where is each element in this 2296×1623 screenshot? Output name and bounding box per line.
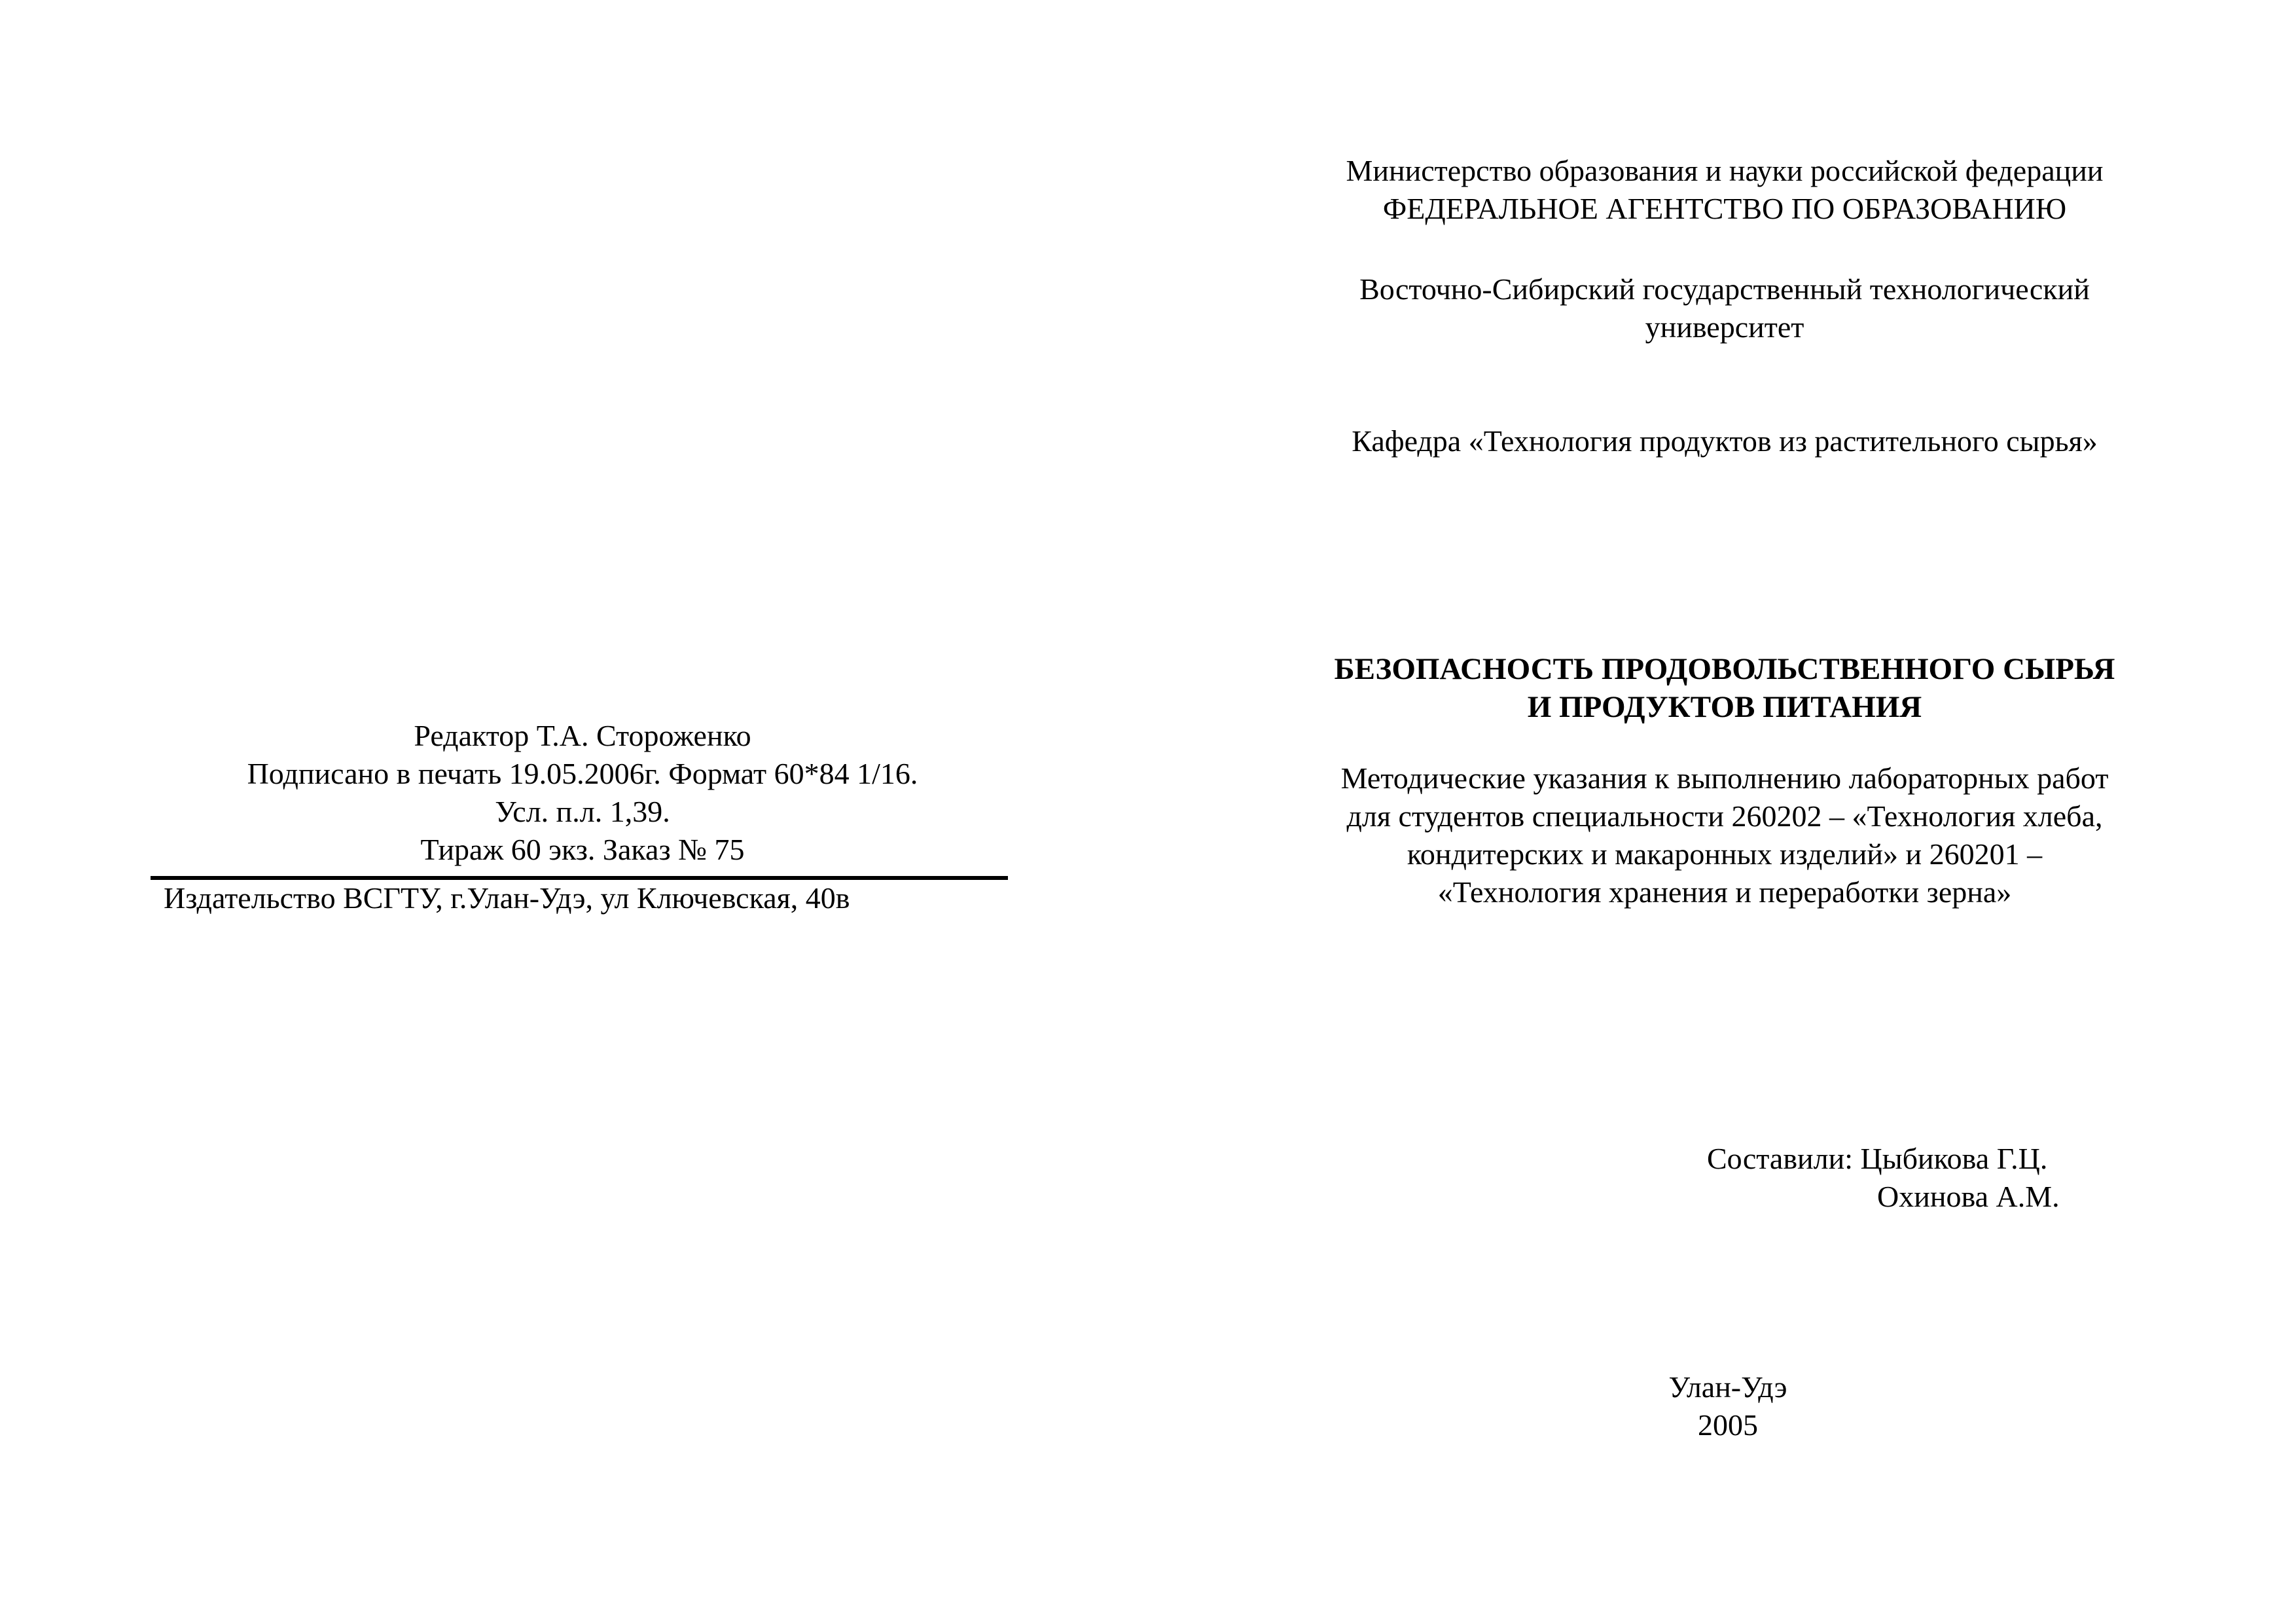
ministry-line-2: ФЕДЕРАЛЬНОЕ АГЕНТСТВО ПО ОБРАЗОВАНИЮ: [1382, 192, 2067, 225]
imprint-run: Тираж 60 экз. Заказ № 75: [420, 833, 745, 866]
description-line-1: Методические указания к выполнению лабораторных работ: [1340, 761, 2109, 795]
department-line: Кафедра «Технология продуктов из растительного сырья»: [1352, 424, 2098, 458]
city: Улан-Удэ: [1668, 1370, 1787, 1404]
imprint-block: [151, 717, 1014, 869]
year: 2005: [1698, 1408, 1758, 1442]
description-line-4: «Технология хранения и переработки зерна»: [1437, 875, 2012, 909]
title-line-1: БЕЗОПАСНОСТЬ ПРОДОВОЛЬСТВЕННОГО СЫРЬЯ: [1334, 652, 2115, 686]
university-line-2: университет: [1645, 310, 1804, 344]
imprint-editor: Редактор Т.А. Стороженко: [414, 719, 751, 752]
imprint-signed: Подписано в печать 19.05.2006г. Формат 60*84 1/16.: [247, 757, 918, 790]
ministry-line-1: Министерство образования и науки российской федерации: [1346, 154, 2104, 187]
imprint-sheets: Усл. п.л. 1,39.: [495, 795, 670, 828]
university-name: [1283, 270, 2166, 346]
department-name: [1283, 422, 2166, 460]
description-line-2: для студентов специальности 260202 – «Технология хлеба,: [1346, 799, 2103, 833]
description-line-3: кондитерских и макаронных изделий» и 260201 –: [1407, 837, 2043, 871]
imprint-publisher: Издательство ВСГТУ, г.Улан-Удэ, ул Ключевская, 40в: [164, 881, 850, 915]
document-title: [1283, 650, 2166, 726]
publication-place: [1630, 1368, 1826, 1444]
title-line-2: И ПРОДУКТОВ ПИТАНИЯ: [1527, 690, 1922, 724]
compilers-line-2: Охинова А.М.: [1877, 1180, 2060, 1213]
ministry-header: [1283, 152, 2166, 228]
compilers-line-1: Составили: Цыбикова Г.Ц.: [1707, 1142, 2048, 1175]
university-line-1: Восточно-Сибирский государственный технологический: [1359, 272, 2090, 306]
document-description: [1283, 759, 2166, 911]
